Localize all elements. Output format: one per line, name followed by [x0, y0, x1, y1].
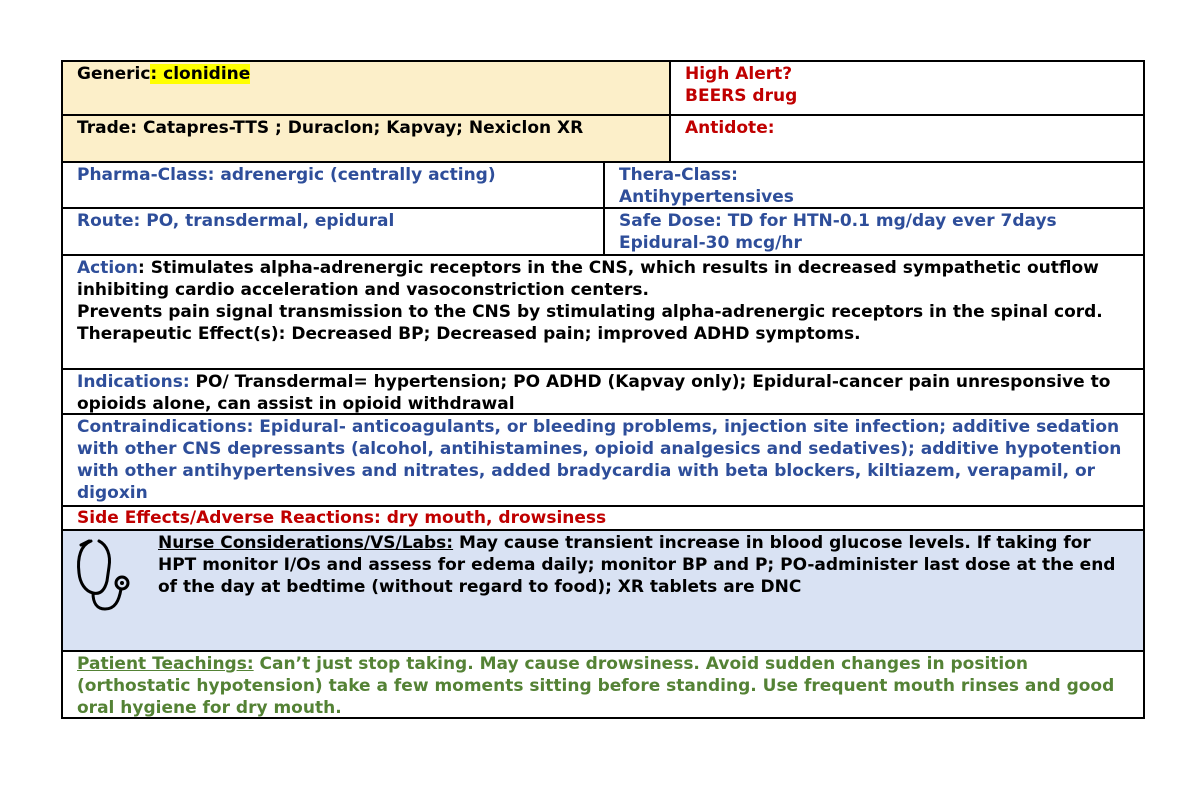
contraindications-row: [63, 413, 1143, 505]
route-cell: [63, 209, 603, 254]
high-alert-label: High Alert?: [685, 64, 793, 84]
side-effects-cell: [63, 507, 1143, 529]
class-row: [63, 161, 1143, 207]
action-paragraph: [77, 257, 1129, 301]
contraindications-cell: [63, 415, 1143, 505]
safe-dose-line1: Safe Dose: TD for HTN-0.1 mg/day ever 7days: [619, 211, 1057, 231]
high-alert-cell: [669, 62, 1143, 114]
patient-label: Patient Teachings:: [77, 654, 254, 674]
high-alert-value: BEERS drug: [685, 86, 798, 106]
nurse-text: May cause transient increase in blood glucose levels. If taking for HPT monitor I/Os and assess for edema daily; monitor BP and P; PO-administer last dose at the end of the day at bedtime (without regard to food); XR tablets are DNC: [158, 533, 1116, 597]
antidote-label: Antidote:: [685, 118, 775, 138]
contraindications-text: Contraindications: Epidural- anticoagulants, or bleeding problems, injection site infection; additive sedation with other CNS depressants (alcohol, antihistamines, opioid analgesics and sedatives); additive hypotention with other antihypertensives and nitrates, added bradycardia with beta blockers, kiltiazem, verapamil, or digoxin: [77, 417, 1122, 503]
drug-card: [61, 60, 1145, 719]
trade-text: Trade: Catapres-TTS ; Duraclon; Kapvay; Nexiclon XR: [77, 118, 584, 138]
indications-row: [63, 368, 1143, 413]
safe-dose-cell: [603, 209, 1143, 254]
therapeutic-effect: Therapeutic Effect(s): Decreased BP; Decreased pain; improved ADHD symptoms.: [77, 324, 861, 344]
generic-cell: [63, 62, 669, 114]
side-effects-row: [63, 505, 1143, 529]
patient-text: Can’t just stop taking. May cause drowsiness. Avoid sudden changes in position (orthostatic hypotension) take a few moments sitting before standing. Use frequent mouth rinses and good oral hygiene for dry mouth.: [77, 654, 1115, 718]
patient-cell: [63, 652, 1143, 717]
thera-class-cell: [603, 163, 1143, 207]
generic-label: Generic: [77, 64, 151, 84]
pharma-class-text: Pharma-Class: adrenergic (centrally acting): [77, 165, 496, 185]
stethoscope-icon: [71, 537, 133, 613]
generic-row: [63, 60, 1143, 114]
action-label: Action: [77, 258, 138, 278]
indications-label: Indications:: [77, 372, 190, 392]
nurse-text-block: [158, 532, 1129, 598]
side-effects-text: Side Effects/Adverse Reactions: dry mouth, drowsiness: [77, 508, 607, 528]
route-text: Route: PO, transdermal, epidural: [77, 211, 395, 231]
indications-cell: [63, 370, 1143, 413]
safe-dose-line2: Epidural-30 mcg/hr: [619, 233, 802, 253]
action-row: [63, 254, 1143, 368]
thera-class-label: Thera-Class:: [619, 165, 738, 185]
action-text: : Stimulates alpha-adrenergic receptors in the CNS, which results in decreased sympathetic outflow inhibiting cardio acceleration and vasoconstriction centers.: [77, 258, 1099, 300]
nurse-row: [63, 529, 1143, 650]
trade-row: [63, 114, 1143, 161]
pharma-class-cell: [63, 163, 603, 207]
antidote-cell: [669, 116, 1143, 161]
nurse-label: Nurse Considerations/VS/Labs:: [158, 533, 454, 553]
trade-cell: [63, 116, 669, 161]
thera-class-value: Antihypertensives: [619, 187, 794, 207]
indications-text: PO/ Transdermal= hypertension; PO ADHD (Kapvay only); Epidural-cancer pain unresponsive to opioids alone, can assist in opioid withdrawal: [77, 372, 1111, 414]
patient-row: [63, 650, 1143, 719]
action-cell: [63, 256, 1143, 368]
generic-value: : clonidine: [150, 64, 251, 84]
action-line2: Prevents pain signal transmission to the CNS by stimulating alpha-adrenergic receptors in the spinal cord.: [77, 302, 1103, 322]
route-row: [63, 207, 1143, 254]
